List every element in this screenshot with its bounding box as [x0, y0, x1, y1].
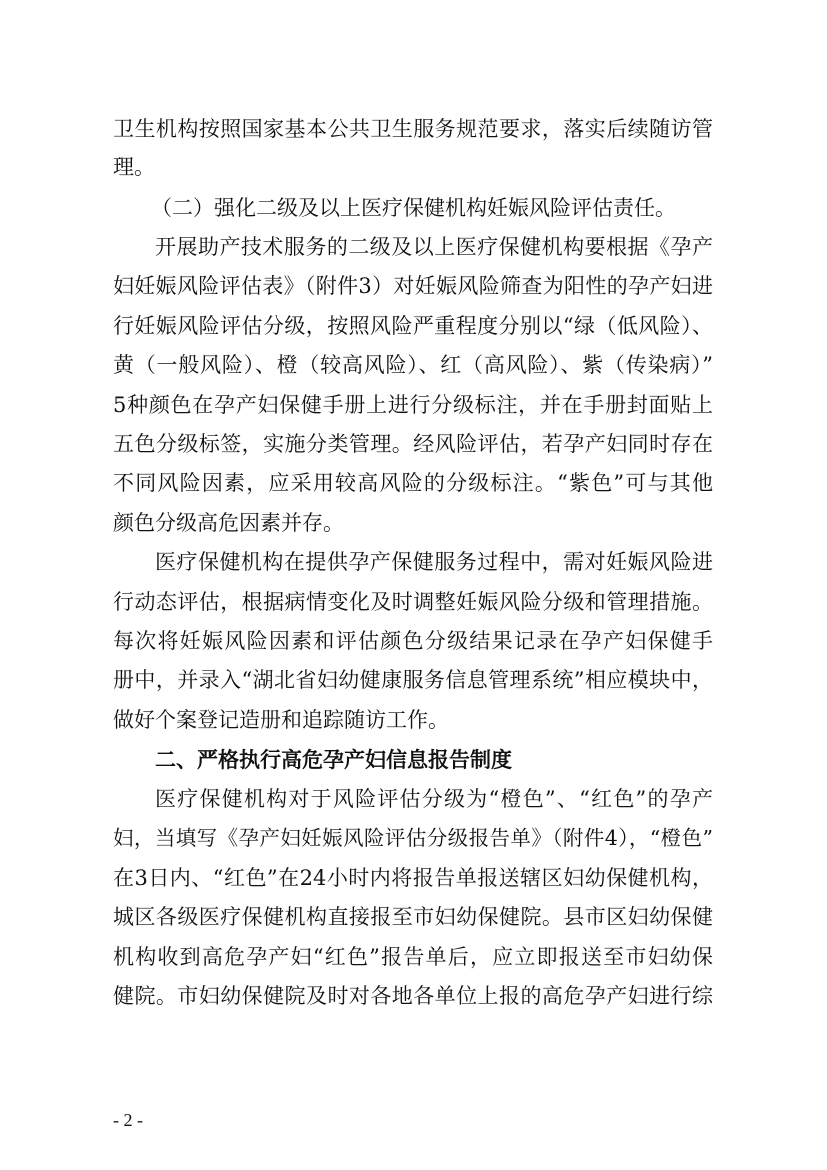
text-line: 每次将妊娠风险因素和评估颜色分级结果记录在孕产妇保健手 — [113, 629, 713, 653]
text-line: 妇妊娠风险评估表》（附件3）对妊娠风险筛查为阳性的孕产妇进 — [113, 274, 713, 298]
text-line: 在3日内、“红色”在24小时内将报告单报送辖区妇幼保健机构， — [113, 866, 713, 890]
text-line: 颜色分级高危因素并存。 — [113, 511, 344, 535]
text-line: 做好个案登记造册和追踪随访工作。 — [113, 708, 449, 732]
text-line: 行动态评估，根据病情变化及时调整妊娠风险分级和管理措施。 — [113, 590, 713, 614]
text-line: 医疗保健机构在提供孕产保健服务过程中，需对妊娠风险进 — [155, 550, 713, 574]
section-heading: 二、严格执行高危孕产妇信息报告制度 — [155, 748, 512, 772]
text-line: 妇，当填写《孕产妇妊娠风险评估分级报告单》（附件4），“橙色” — [113, 826, 713, 850]
text-line: 册中，并录入“湖北省妇幼健康服务信息管理系统”相应模块中， — [113, 668, 713, 692]
text-line: 不同风险因素，应采用较高风险的分级标注。“紫色”可与其他 — [113, 471, 713, 495]
text-line: 机构收到高危孕产妇“红色”报告单后，应立即报送至市妇幼保 — [113, 945, 713, 969]
text-line: 医疗保健机构对于风险评估分级为“橙色”、“红色”的孕产 — [155, 787, 713, 811]
text-line: 城区各级医疗保健机构直接报至市妇幼保健院。县市区妇幼保健 — [113, 905, 713, 929]
text-line: 行妊娠风险评估分级，按照风险严重程度分别以“绿（低风险）、 — [113, 314, 713, 338]
text-line: 五色分级标签，实施分类管理。经风险评估，若孕产妇同时存在 — [113, 432, 713, 456]
subsection-heading: （二）强化二级及以上医疗保健机构妊娠风险评估责任。 — [151, 196, 676, 220]
page-number: - 2 - — [113, 1110, 143, 1130]
text-line: 黄（一般风险）、橙（较高风险）、红（高风险）、紫（传染病）” — [113, 353, 713, 377]
text-line: 开展助产技术服务的二级及以上医疗保健机构要根据《孕产 — [155, 235, 713, 259]
text-line: 健院。市妇幼保健院及时对各地各单位上报的高危孕产妇进行综 — [113, 984, 713, 1008]
text-line: 5种颜色在孕产妇保健手册上进行分级标注，并在手册封面贴上 — [113, 393, 713, 417]
text-line: 卫生机构按照国家基本公共卫生服务规范要求，落实后续随访管 — [113, 117, 713, 141]
text-line: 理。 — [113, 155, 155, 179]
